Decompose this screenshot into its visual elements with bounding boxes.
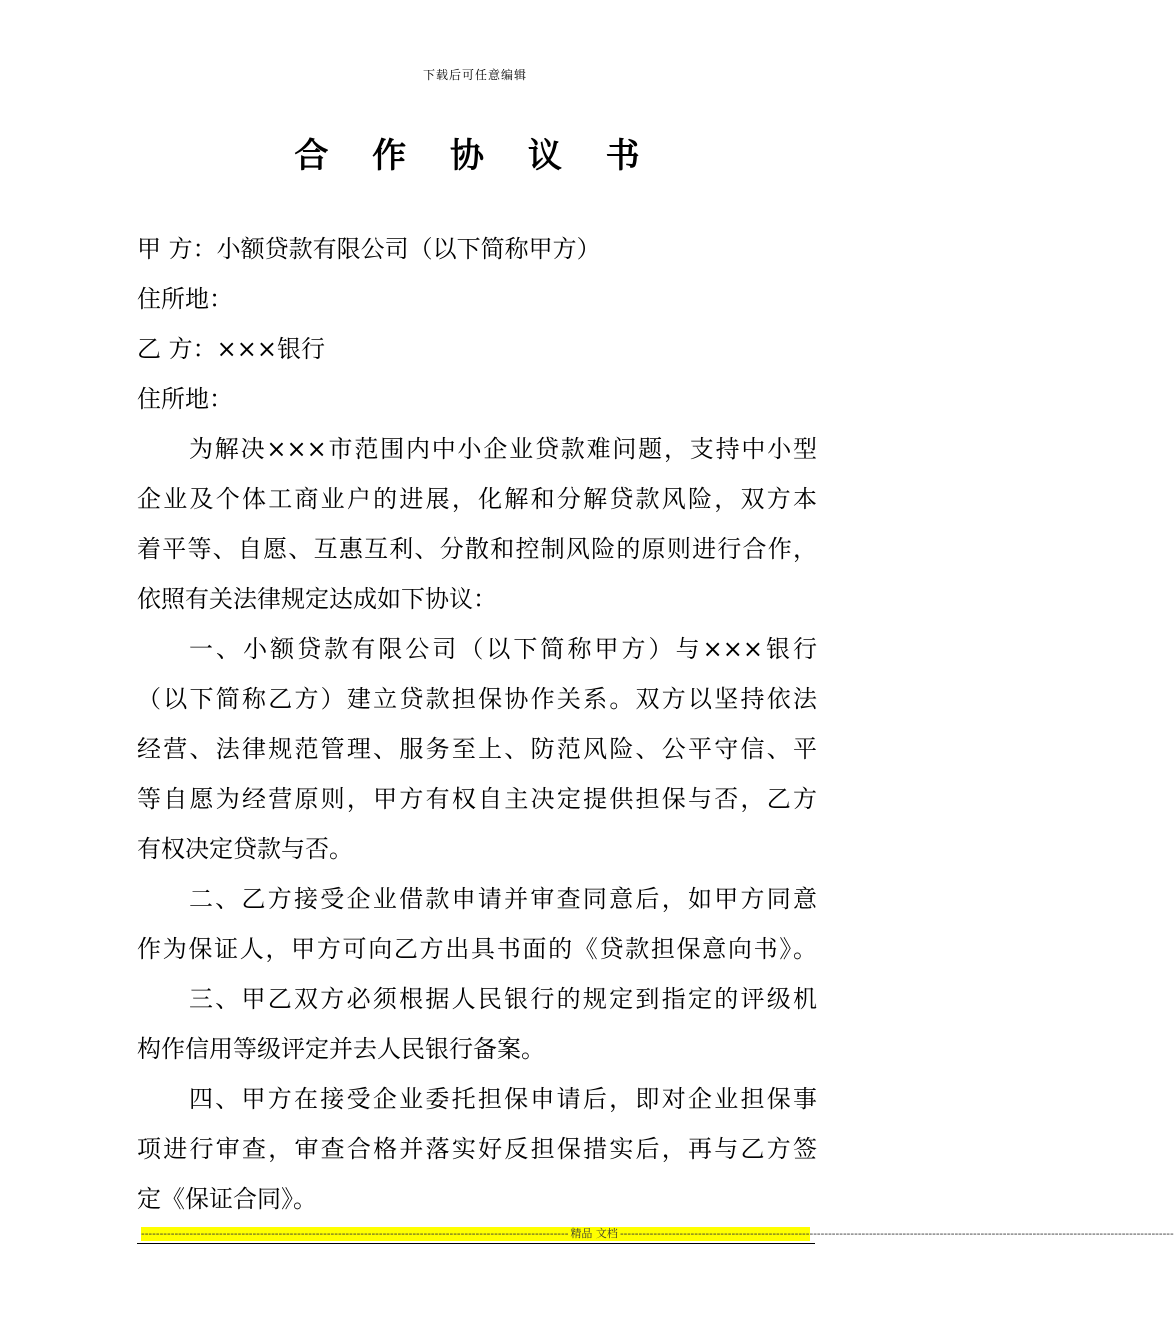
body-line: 为解决×××市范围内中小企业贷款难问题，支持中小型 [189, 435, 817, 463]
body-line: 甲 方：小额贷款有限公司（以下简称甲方） [137, 235, 601, 263]
body-line: 等自愿为经营原则，甲方有权自主决定提供担保与否，乙方 [137, 785, 817, 813]
body-line: 四、甲方在接受企业委托担保申请后，即对企业担保事 [189, 1085, 817, 1113]
footer-left-dashes: ------------------------------------------------------------------------------------------------------------------- [141, 1227, 569, 1240]
body-line: 构作信用等级评定并去人民银行备案。 [137, 1035, 545, 1063]
body-line: 乙 方：×××银行 [137, 335, 325, 363]
footer-label: 精品 文档 [570, 1227, 618, 1240]
body-line: 住所地： [137, 385, 233, 413]
body-line: 作为保证人，甲方可向乙方出具书面的《贷款担保意向书》。 [137, 935, 817, 963]
body-line: 定《保证合同》。 [137, 1185, 317, 1213]
header-note: 下载后可任意编辑 [422, 68, 527, 82]
document-title: 合 作 协 议 书 [294, 136, 656, 176]
body-line: 住所地： [137, 285, 233, 313]
body-line: 二、乙方接受企业借款申请并审查同意后，如甲方同意 [189, 885, 817, 913]
body-line: 着平等、自愿、互惠互利、分散和控制风险的原则进行合作， [137, 535, 817, 563]
body-line: 依照有关法律规定达成如下协议： [137, 585, 497, 613]
body-line: 有权决定贷款与否。 [137, 835, 353, 863]
footer-right-dashes: ----------------------------------------------------------------------------------------------------------------------------------------------------- [619, 1227, 1174, 1240]
body-line: （以下简称乙方）建立贷款担保协作关系。双方以坚持依法 [137, 685, 817, 713]
body-line: 三、甲乙双方必须根据人民银行的规定到指定的评级机 [189, 985, 817, 1013]
body-line: 企业及个体工商业户的进展，化解和分解贷款风险，双方本 [137, 485, 817, 513]
body-line: 项进行审查，审查合格并落实好反担保措实后，再与乙方签 [137, 1135, 817, 1163]
body-line: 一、小额贷款有限公司（以下简称甲方）与×××银行 [189, 635, 817, 663]
footer-rule [137, 1243, 815, 1244]
body-line: 经营、法律规范管理、服务至上、防范风险、公平守信、平 [137, 735, 817, 763]
footer-highlight-bar [141, 1227, 1174, 1241]
document-body [137, 224, 817, 1224]
